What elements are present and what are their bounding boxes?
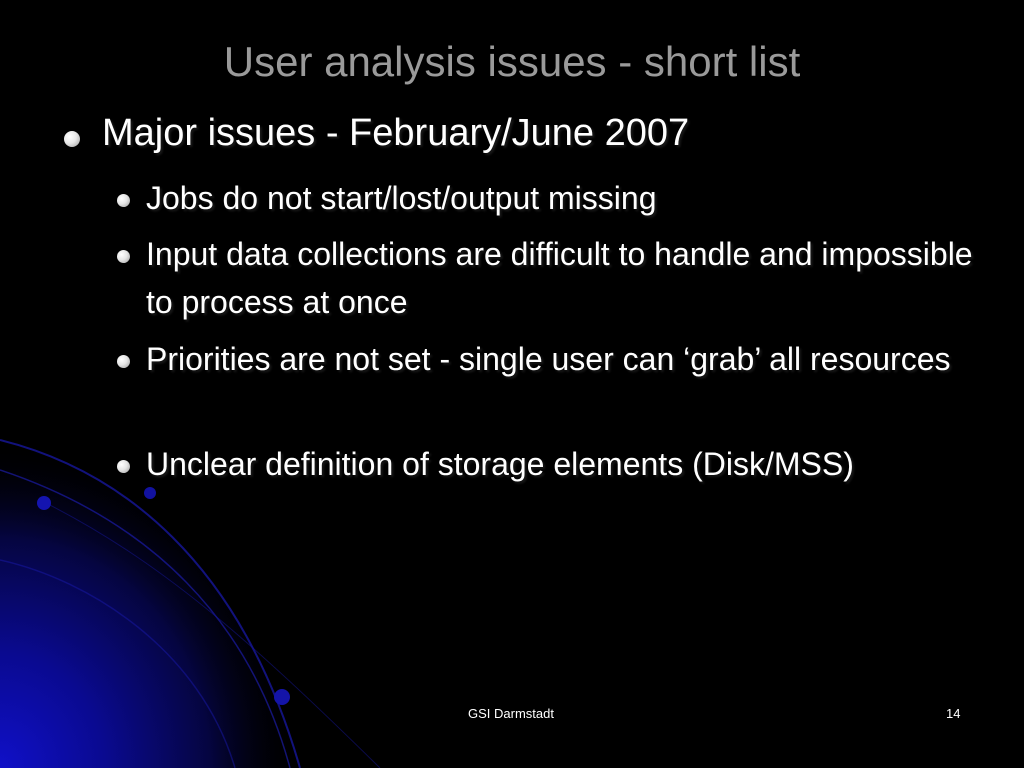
list-item: Unclear definition of storage elements (Disk/MSS) (146, 446, 854, 482)
page-number: 14 (946, 706, 961, 721)
bullet-icon (117, 250, 130, 263)
bullet-icon (117, 194, 130, 207)
footer-text: GSI Darmstadt (468, 706, 554, 721)
list-item: Input data collections are difficult to handle and impossible to process at once (146, 236, 973, 320)
bullet-icon (117, 355, 130, 368)
bullet-icon (117, 460, 130, 473)
slide-title: User analysis issues - short list (223, 38, 801, 85)
list-item: Jobs do not start/lost/output missing (146, 180, 657, 216)
list-item: Priorities are not set - single user can ‘grab’ all resources (146, 341, 951, 377)
bullet-icon (64, 131, 80, 147)
main-bullet-text: Major issues - February/June 2007 (102, 112, 690, 154)
